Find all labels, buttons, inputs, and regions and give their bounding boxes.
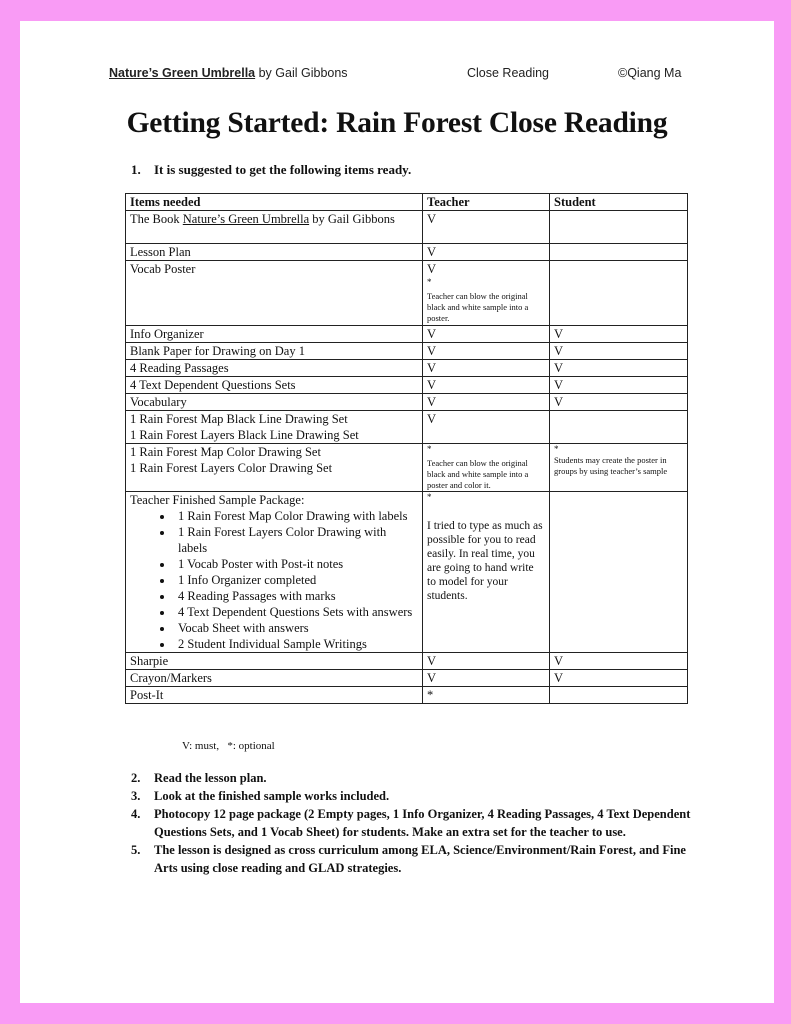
step-number: 4. [131, 807, 141, 821]
student-cell [550, 211, 688, 244]
steps-list [131, 769, 711, 877]
item-line: 1 Rain Forest Layers Color Drawing Set [130, 461, 333, 475]
step-3 [131, 787, 711, 805]
step-2 [131, 769, 711, 787]
document-page [20, 21, 774, 1003]
student-cell: V [550, 670, 688, 687]
step-4 [131, 805, 711, 841]
package-item: • 1 Rain Forest Layers Color Drawing with labels [174, 524, 418, 556]
step-text: The lesson is designed as cross curriculum among ELA, Science/Environment/Rain Forest, and Fine Arts using close reading and GLAD strategies. [154, 843, 686, 875]
header-teacher: Teacher [423, 194, 550, 211]
header-copyright: ©Qiang Ma [618, 66, 682, 80]
teacher-note: I tried to type as much as possible for you to read easily. In real time, you are going to hand write to model for your students. [427, 520, 543, 602]
package-item: • 4 Reading Passages with marks [174, 588, 418, 604]
step-number: 2. [131, 771, 141, 785]
teacher-cell: V [423, 360, 550, 377]
book-title: Nature’s Green Umbrella [182, 212, 310, 226]
table-row [126, 653, 688, 670]
table-row [126, 343, 688, 360]
item-text: The Book [130, 212, 183, 226]
teacher-note: Teacher can blow the original black and white sample into a poster and color it. [427, 458, 529, 490]
item-cell: Crayon/Markers [126, 670, 423, 687]
header-book [109, 66, 348, 80]
student-cell [550, 261, 688, 326]
optional-mark: * [427, 492, 432, 502]
table-row [126, 492, 688, 653]
teacher-mark: V [427, 262, 437, 276]
student-note: Students may create the poster in groups by using teacher’s sample [554, 455, 668, 476]
package-item: • Vocab Sheet with answers [174, 620, 418, 636]
table-legend: V: must, *: optional [182, 740, 275, 752]
teacher-cell [423, 444, 550, 492]
optional-mark: * [427, 277, 432, 287]
step-text: Photocopy 12 page package (2 Empty pages, 1 Info Organizer, 4 Reading Passages, 4 Text Dependent Questions Sets, and 1 Vocab Sheet) for students. Make an extra set for the teacher to use. [154, 807, 691, 839]
step-5 [131, 841, 711, 877]
step-text: Read the lesson plan. [154, 771, 267, 785]
package-item: • 1 Info Organizer completed [174, 572, 418, 588]
teacher-cell: V [423, 394, 550, 411]
package-heading: Teacher Finished Sample Package: [130, 493, 305, 507]
item-text: by Gail Gibbons [309, 212, 395, 226]
package-item: • 1 Rain Forest Map Color Drawing with labels [174, 508, 418, 524]
table-row [126, 261, 688, 326]
table-row [126, 411, 688, 444]
item-line: 1 Rain Forest Map Black Line Drawing Set [130, 412, 348, 426]
page-title: Getting Started: Rain Forest Close Reading [126, 107, 668, 139]
table-row [126, 444, 688, 492]
header-book-author: by Gail Gibbons [258, 66, 348, 80]
student-cell [550, 687, 688, 704]
student-cell: V [550, 377, 688, 394]
step-text: Look at the finished sample works included. [154, 789, 390, 803]
table-row [126, 211, 688, 244]
teacher-cell: V [423, 211, 550, 244]
package-item: • 4 Text Dependent Questions Sets with answers [174, 604, 418, 620]
items-table [125, 193, 688, 704]
table-row [126, 360, 688, 377]
student-cell: V [550, 326, 688, 343]
teacher-cell: V [423, 670, 550, 687]
student-cell [550, 492, 688, 653]
item-cell: Post-It [126, 687, 423, 704]
table-row [126, 670, 688, 687]
package-item: • 1 Vocab Poster with Post-it notes [174, 556, 418, 572]
item-line: 1 Rain Forest Map Color Drawing Set [130, 445, 321, 459]
teacher-cell [423, 261, 550, 326]
teacher-cell: V [423, 326, 550, 343]
step-number: 1. [131, 162, 141, 177]
student-cell: V [550, 360, 688, 377]
student-cell [550, 244, 688, 261]
student-cell: V [550, 394, 688, 411]
optional-mark: * [427, 444, 432, 454]
teacher-cell [423, 492, 550, 653]
item-cell: Blank Paper for Drawing on Day 1 [126, 343, 423, 360]
teacher-note: Teacher can blow the original black and white sample into a poster. [427, 291, 529, 323]
student-cell [550, 444, 688, 492]
item-cell [126, 211, 423, 244]
package-list [130, 508, 418, 652]
table-row [126, 326, 688, 343]
step-number: 5. [131, 843, 141, 857]
teacher-cell: V [423, 343, 550, 360]
item-cell: 4 Reading Passages [126, 360, 423, 377]
teacher-cell: V [423, 244, 550, 261]
table-row [126, 687, 688, 704]
student-cell: V [550, 653, 688, 670]
header-student: Student [550, 194, 688, 211]
item-cell [126, 492, 423, 653]
item-cell: Info Organizer [126, 326, 423, 343]
item-cell [126, 411, 423, 444]
teacher-cell: V [423, 411, 550, 444]
teacher-cell: V [423, 653, 550, 670]
item-line: 1 Rain Forest Layers Black Line Drawing Set [130, 428, 359, 442]
item-cell [126, 444, 423, 492]
table-row [126, 394, 688, 411]
student-cell [550, 411, 688, 444]
table-header-row [126, 194, 688, 211]
step-number: 3. [131, 789, 141, 803]
item-cell: 4 Text Dependent Questions Sets [126, 377, 423, 394]
item-cell: Lesson Plan [126, 244, 423, 261]
package-item: • 2 Student Individual Sample Writings [174, 636, 418, 652]
item-cell: Sharpie [126, 653, 423, 670]
teacher-cell: * [423, 687, 550, 704]
header-items-needed: Items needed [126, 194, 423, 211]
teacher-cell: V [423, 377, 550, 394]
student-cell: V [550, 343, 688, 360]
table-row [126, 244, 688, 261]
header-center: Close Reading [467, 66, 549, 80]
optional-mark: * [554, 444, 559, 454]
item-cell: Vocab Poster [126, 261, 423, 326]
header-book-title: Nature’s Green Umbrella [109, 66, 256, 80]
step-text: It is suggested to get the following items ready. [154, 162, 412, 177]
item-cell: Vocabulary [126, 394, 423, 411]
table-row [126, 377, 688, 394]
